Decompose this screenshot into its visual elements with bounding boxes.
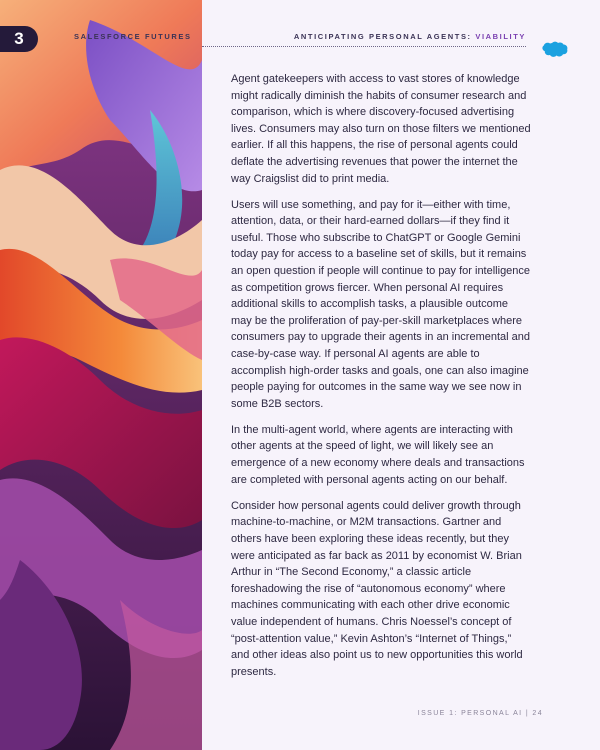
- paragraph: Users will use something, and pay for it—either with time, attention, data, or their hard-earned dollars—if they find it useful. Those who subscribe to ChatGPT or Google Gemini today pay for access to a baseline set of skills, but it remains an open question if people will continue to pay for intelligence as competition grows fiercer. When personal AI requires additional skills to accomplish tasks, a plausible outcome may be the proliferation of pay-per-skill marketplaces where consumers pay to upgrade their agents in an incremental and case-by-case way. If personal AI agents are able to accomplish high-order tasks and goals, one can also imagine people paying for outcomes in the same way we see now in some B2B sectors.: [231, 198, 531, 410]
- header-divider: [202, 46, 526, 47]
- section-title-text: ANTICIPATING PERSONAL AGENTS:: [293, 32, 476, 41]
- section-title-accent: VIABILITY: [475, 32, 526, 41]
- paragraph: Agent gatekeepers with access to vast stores of knowledge might radically diminish the habits of consumer research and comparison, which is where discovery-focused advertising lives. Consumers may also turn on those filters we mentioned earlier. If all this happens, the rise of personal agents could deflate the advertising revenues that power the internet the way Craigslist did to print media.: [231, 73, 531, 185]
- article-body: [231, 71, 531, 690]
- paragraph: In the multi-agent world, where agents are interacting with other agents at the speed of light, we will likely see an emergence of a new economy where deals and transactions are completed with personal agents acting on our behalf.: [231, 423, 525, 486]
- publication-name: SALESFORCE FUTURES: [74, 32, 192, 41]
- page-number-badge: 3: [0, 26, 38, 52]
- section-title: [294, 32, 526, 41]
- abstract-artwork: [0, 0, 202, 750]
- salesforce-cloud-icon: [541, 40, 568, 58]
- page-footer: ISSUE 1: PERSONAL AI | 24: [417, 710, 543, 717]
- paragraph: Consider how personal agents could deliver growth through machine-to-machine, or M2M transactions. Gartner and others have been exploring these ideas recently, but they were anticipated as far back as 2011 by economist W. Brian Arthur in “The Second Economy,” a classic article foreshadowing the rise of “autonomous economy” where machines communicating with each other drive economic value independent of humans. Chris Noessel’s concept of “post-attention value,” Kevin Ashton’s “Internet of Things,” and other ideas also point us to new opportunities this world presents.: [231, 499, 523, 678]
